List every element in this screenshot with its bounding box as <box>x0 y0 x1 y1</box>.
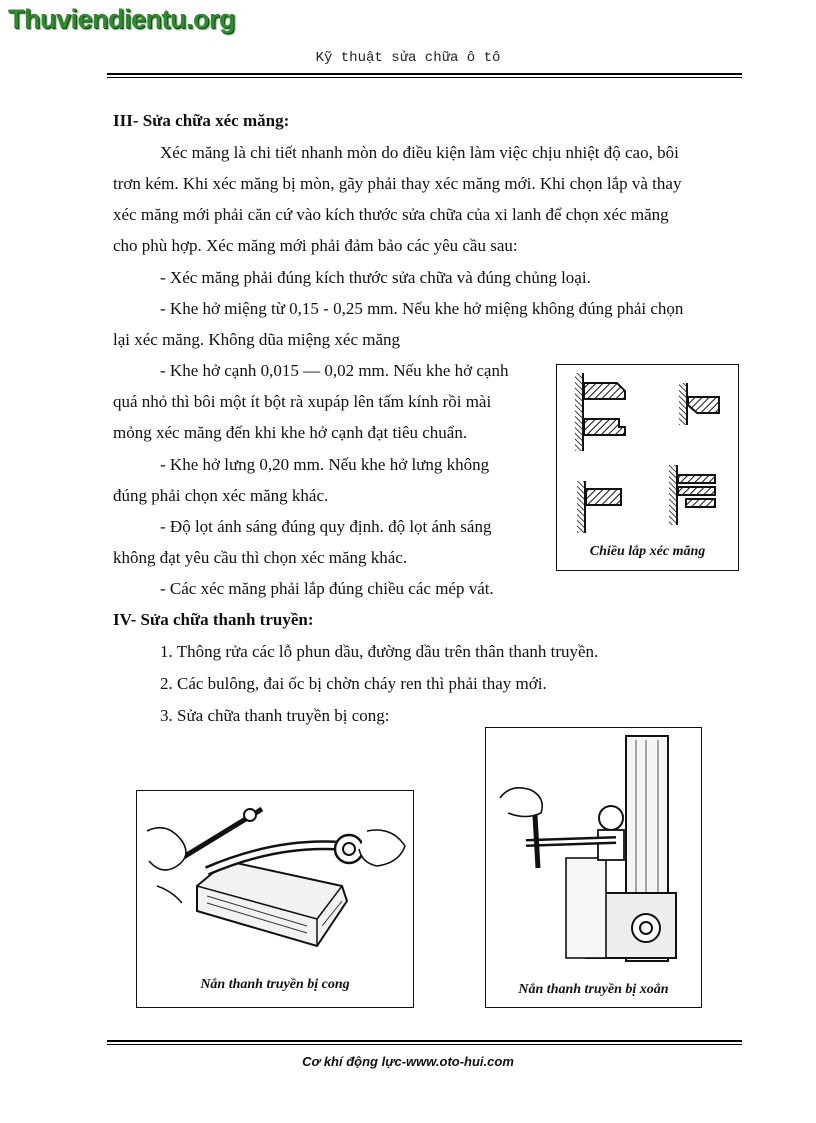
requirement-end-gap: - Khe hở miệng từ 0,15 - 0,25 mm. Nếu khe hở miệng không đúng phải chọn <box>160 299 684 318</box>
twisted-rod-illustration <box>486 728 701 968</box>
requirement-side-clearance-cont: quá nhỏ thì bôi một ít bột rà xupáp lên tấm kính rồi mài <box>113 392 492 411</box>
paragraph-line: cho phù hợp. Xéc măng mới phải đảm bảo các yêu cầu sau: <box>113 236 518 255</box>
requirement-light-leak: - Độ lọt ánh sáng đúng quy định. độ lọt ánh sáng <box>160 517 492 536</box>
requirement-back-clearance-cont: đúng phải chọn xéc măng khác. <box>113 486 329 505</box>
requirement-side-clearance-cont: mỏng xéc măng đến khi khe hở cạnh đạt tiêu chuẩn. <box>113 423 468 442</box>
site-logo: Thuviendientu.org <box>8 4 235 34</box>
footer-rule <box>107 1040 742 1045</box>
paragraph-line: trơn kém. Khi xéc măng bị mòn, gãy phải thay xéc măng mới. Khi chọn lắp và thay <box>113 174 682 193</box>
figure-ring-orientation <box>556 364 739 571</box>
running-header-title: Kỹ thuật sửa chữa ô tô <box>315 50 501 66</box>
header-rule <box>107 73 742 78</box>
figure-straighten-bent-rod <box>136 790 414 1008</box>
requirement-side-clearance: - Khe hở cạnh 0,015 — 0,02 mm. Nếu khe hở cạnh <box>160 361 509 380</box>
requirement-back-clearance: - Khe hở lưng 0,20 mm. Nếu khe hở lưng không <box>160 455 490 474</box>
list-item: 3. Sửa chữa thanh truyền bị cong: <box>160 706 390 725</box>
section-heading-piston-rings: III- Sửa chữa xéc măng: <box>113 111 290 130</box>
section-heading-connecting-rod: IV- Sửa chữa thanh truyền: <box>113 610 314 629</box>
figure-caption: Nắn thanh truyền bị xoắn <box>518 982 669 997</box>
paragraph-line: Xéc măng là chi tiết nhanh mòn do điều kiện làm việc chịu nhiệt độ cao, bôi <box>160 143 679 162</box>
requirement-bevel-direction: - Các xéc măng phải lắp đúng chiều các mép vát. <box>160 579 494 598</box>
list-item: 2. Các bulông, đai ốc bị chờn cháy ren thì phải thay mới. <box>160 674 547 693</box>
paragraph-line: xéc măng mới phải căn cứ vào kích thước sửa chữa của xi lanh để chọn xéc măng <box>113 205 669 224</box>
requirement-light-leak-cont: không đạt yêu cầu thì chọn xéc măng khác. <box>113 548 408 567</box>
bent-rod-illustration <box>137 791 413 961</box>
footer-text: Cơ khí động lực-www.oto-hui.com <box>302 1054 514 1069</box>
ring-orientation-diagram <box>557 365 738 537</box>
figure-straighten-twisted-rod <box>485 727 702 1008</box>
requirement-end-gap-cont: lại xéc măng. Không dũa miệng xéc măng <box>113 330 401 349</box>
figure-caption: Nắn thanh truyền bị cong <box>200 977 350 992</box>
list-item: 1. Thông rửa các lỗ phun dầu, đường dầu trên thân thanh truyền. <box>160 642 599 661</box>
requirement-size: - Xéc măng phải đúng kích thước sửa chữa và đúng chủng loại. <box>160 268 591 287</box>
figure-caption: Chiều lắp xéc măng <box>589 544 706 559</box>
